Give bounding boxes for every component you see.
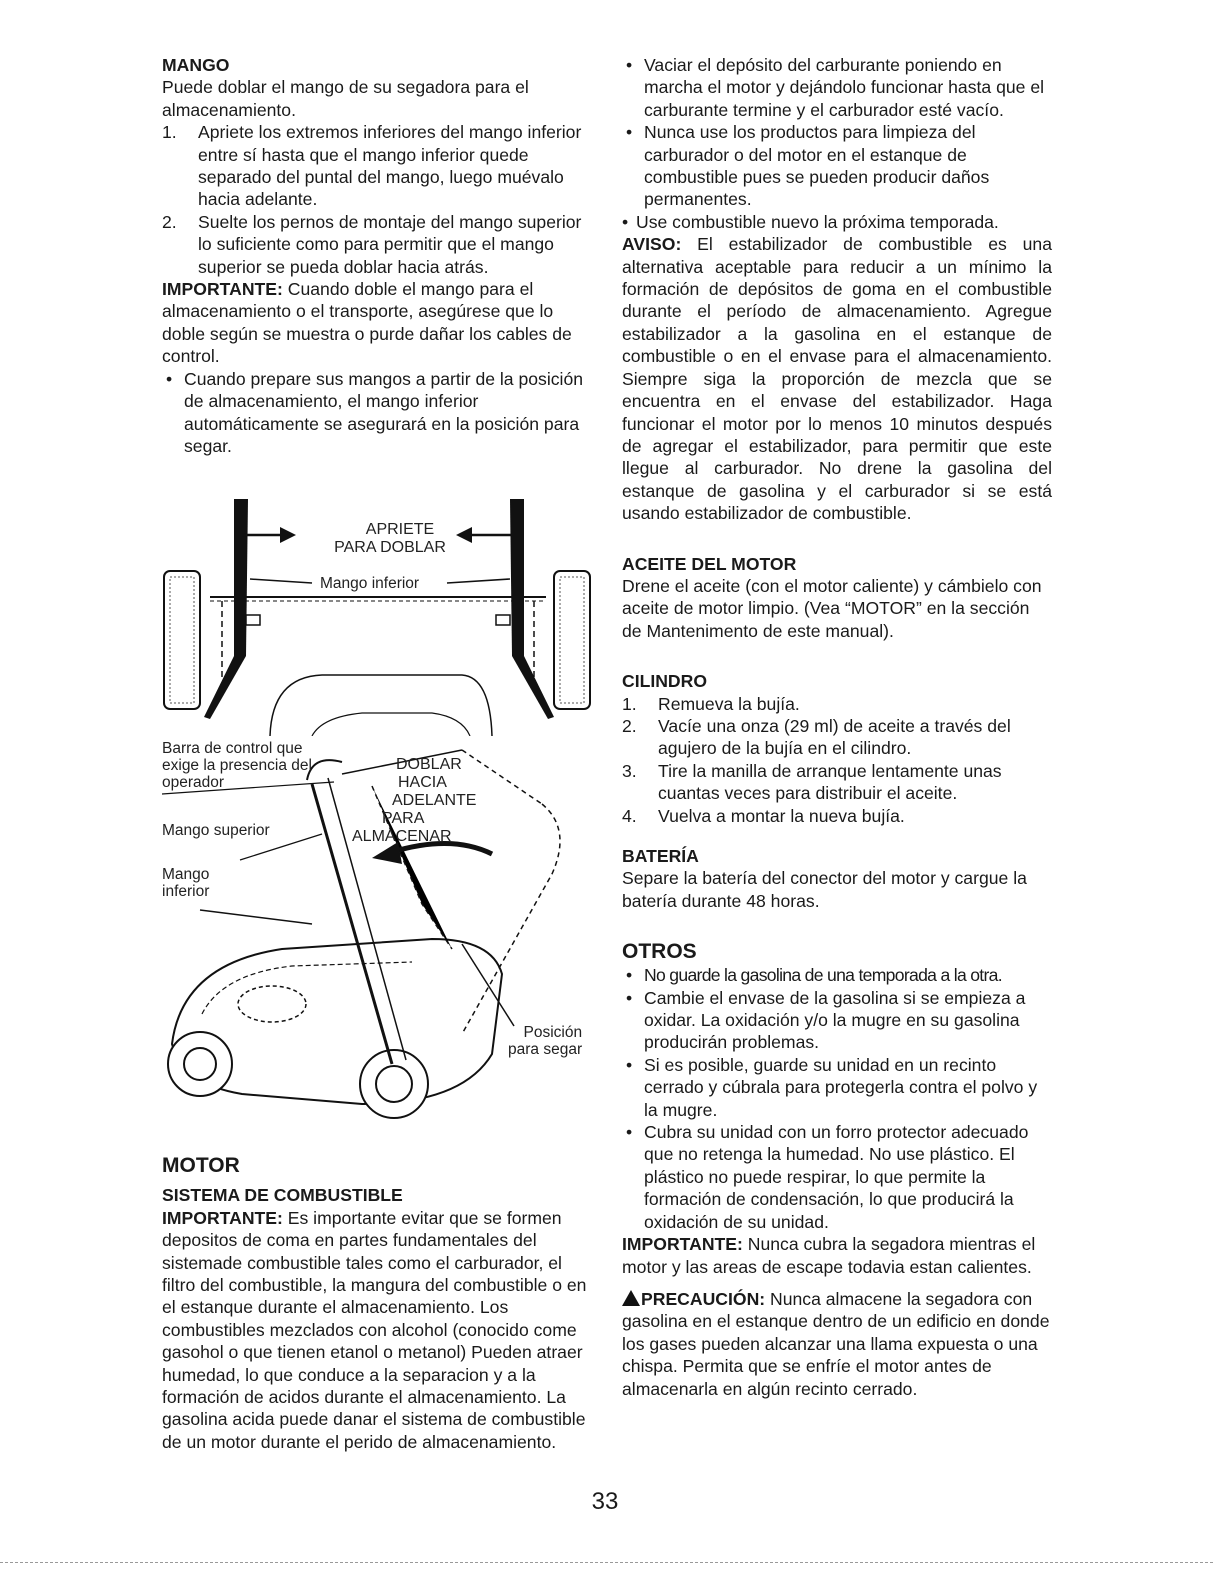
bullet-icon: • bbox=[626, 965, 632, 986]
bullet-text: Use combustible nuevo la próxima temporada. bbox=[636, 211, 999, 232]
right-column bbox=[622, 54, 1052, 1400]
step-number: 4. bbox=[622, 805, 637, 826]
cylinder-steps bbox=[622, 693, 1052, 827]
engine-oil-text: Drene el aceite (con el motor caliente) y cámbielo con aceite de motor limpio. (Vea “MOTOR” en la sección de Mantenimento de este manual). bbox=[622, 575, 1042, 641]
list-item bbox=[162, 368, 592, 458]
list-item bbox=[162, 121, 592, 211]
precaucion-label: PRECAUCIÓN: bbox=[641, 1288, 766, 1309]
control-bar-label bbox=[162, 740, 312, 791]
list-item bbox=[622, 121, 1052, 211]
mowing-position-line2: para segar bbox=[508, 1041, 583, 1059]
apriete-line1: APRIETE bbox=[365, 521, 435, 539]
bullet-text: Cambie el envase de la gasolina si se empieza a oxidar. La oxidación y/o la mugre en su gasolina producirán problemas. bbox=[644, 987, 1026, 1053]
importante-label: IMPORTANTE: bbox=[162, 279, 283, 300]
bullet-icon: • bbox=[626, 1054, 633, 1075]
fold-line1: DOBLAR bbox=[396, 756, 462, 774]
fuel-system-text bbox=[162, 1207, 592, 1453]
handle-squeeze-diagram bbox=[162, 481, 592, 736]
fold-line4: PARA bbox=[382, 810, 425, 828]
importante-text: Cuando doble el mango para el almacenamiento o el transporte, asegúrese que lo doble según se muestra o purde dañar los cables de control. bbox=[162, 279, 572, 367]
aviso-text: El estabilizador de combustible es una alternativa aceptable para reducir a un mínimo la formación de depósitos de goma en el combustible durante el período de almacenamiento. Agregue estabilizador a la gasolina en el estanque de combustible o en el envase para el almacenamiento. Siempre siga la proporción de mezcla que se encuentra en el envase del estabilizador. Haga funcionar el motor por lo menos 10 minutos después de agregar el estabilizador, para permitir que este llegue al carburador. No drene la gasolina del estanque de gasolina y el carburador si se está usando estabilizador de combustible. bbox=[622, 234, 1052, 524]
handle-squeeze-drawing bbox=[162, 481, 592, 736]
bullet-text: No guarde la gasolina de una temporada a la otra. bbox=[644, 965, 1002, 986]
control-bar-line3: operador bbox=[162, 774, 225, 792]
bullet-icon: • bbox=[626, 122, 633, 143]
step-text: Remueva la bujía. bbox=[658, 693, 800, 714]
list-item bbox=[622, 54, 1052, 121]
aviso-label: AVISO: bbox=[622, 234, 682, 255]
fuel-system-body: Es importante evitar que se formen depositos de coma en partes fundamentales del sistemade combustible tales como el carburador, el filtro del combustible, la mangura del combustible o en el estanque durante el almacenamiento. Los combustibles mezclados con alcohol (conocido come gasohol o que tienen etanol o metanol) Pueden atraer humedad, lo que conduce a la separacion y a la formación de acidos durante el almacenamiento. La gasolina acida puede danar el sistema de combustible de un motor durante el perido de almacenamiento. bbox=[162, 1207, 587, 1452]
importante-note bbox=[162, 278, 592, 368]
list-item bbox=[622, 693, 1052, 715]
precaucion-note bbox=[622, 1288, 1052, 1400]
battery-heading: BATERÍA bbox=[622, 846, 699, 866]
control-bar-line2: exige la presencia del bbox=[162, 757, 312, 775]
mango-bullets bbox=[162, 368, 592, 458]
apriete-line2: PARA DOBLAR bbox=[334, 539, 446, 557]
fold-line5: ALMACENAR bbox=[352, 828, 452, 846]
lower-handle-line2: inferior bbox=[162, 883, 210, 901]
bullet-text: Cuando prepare sus mangos a partir de la posición de almacenamiento, el mango inferior automáticamente se asegurará en la posición para segar. bbox=[184, 368, 584, 456]
mango-inferior-label: Mango inferior bbox=[320, 575, 420, 593]
importante-label: IMPORTANTE: bbox=[162, 1207, 283, 1228]
fold-line2: HACIA bbox=[398, 774, 447, 792]
importante-cover-note bbox=[622, 1233, 1052, 1278]
importante-text: Nunca cubra la segadora mientras el motor y las areas de escape todavia estan calientes. bbox=[622, 1234, 1036, 1277]
aviso-note bbox=[622, 233, 1052, 524]
warning-icon bbox=[622, 1290, 640, 1306]
upper-handle-label: Mango superior bbox=[162, 822, 270, 840]
mango-steps bbox=[162, 121, 592, 278]
step-text: Vacíe una onza (29 ml) de aceite a través del agujero de la bujía en el cilindro. bbox=[658, 715, 1011, 759]
step-text: Tire la manilla de arranque lentamente unas cuantas veces para distribuir el aceite. bbox=[658, 760, 1002, 804]
precaucion-text: Nunca almacene la segadora con gasolina en el estanque dentro de un edificio en donde los gases pueden alcanzar una llama expuesta o una chispa. Permita que se enfríe el motor antes de almacenarla en algún recinto cerrado. bbox=[622, 1288, 1050, 1399]
apriete-label bbox=[334, 521, 460, 557]
mowing-position-line1: Posición bbox=[523, 1024, 583, 1042]
others-bullets bbox=[622, 964, 1052, 1233]
list-item bbox=[622, 760, 1052, 805]
fuel-system-heading: SISTEMA DE COMBUSTIBLE bbox=[162, 1185, 403, 1206]
fuel-bullets bbox=[622, 54, 1052, 211]
list-item bbox=[622, 1121, 1052, 1233]
mowing-position-label bbox=[508, 1024, 582, 1058]
page-number: 33 bbox=[591, 1488, 619, 1515]
step-text: Vuelva a montar la nueva bujía. bbox=[658, 805, 905, 826]
bullet-icon: • bbox=[626, 987, 633, 1008]
fold-forward-label bbox=[352, 756, 476, 846]
list-item bbox=[622, 964, 1052, 986]
bullet-text: Si es posible, guarde su unidad en un recinto cerrado y cúbrala para protegerla contra el polvo y la mugre. bbox=[644, 1054, 1038, 1120]
bullet-icon: • bbox=[622, 211, 629, 232]
battery-text: Separe la batería del conector del motor y cargue la batería durante 48 horas. bbox=[622, 868, 1027, 911]
list-item bbox=[622, 211, 1052, 233]
list-item bbox=[162, 211, 592, 278]
step-text: Suelte los pernos de montaje del mango superior lo suficiente como para permitir que el mango superior se pueda doblar hacia atrás. bbox=[198, 211, 582, 277]
bottom-divider bbox=[0, 1562, 1213, 1563]
bullet-text: Nunca use los productos para limpieza del carburador o del motor en el estanque de combustible pues se pueden producir daños permanentes. bbox=[644, 122, 990, 210]
importante-label: IMPORTANTE: bbox=[622, 1234, 743, 1255]
step-number: 3. bbox=[622, 760, 637, 781]
lower-handle-label bbox=[162, 866, 209, 900]
list-item bbox=[622, 1054, 1052, 1121]
bullet-icon: • bbox=[626, 55, 633, 75]
motor-heading: MOTOR bbox=[162, 1154, 240, 1178]
control-bar-line1: Barra de control que bbox=[162, 740, 303, 758]
step-text: Apriete los extremos inferiores del mango inferior entre sí hasta que el mango inferior quede separado del puntal del mango, luego muévalo hacia adelante. bbox=[198, 122, 582, 210]
left-column bbox=[162, 54, 592, 1453]
fuel-bullets-tight bbox=[622, 211, 1052, 233]
bullet-icon: • bbox=[166, 368, 173, 389]
mango-heading: MANGO bbox=[162, 55, 230, 75]
bullet-text: Vaciar el depósito del carburante poniendo en marcha el motor y dejándolo funcionar hasta que el carburante termine y el carburador esté vacío. bbox=[644, 55, 1045, 120]
list-item bbox=[622, 987, 1052, 1054]
others-heading: OTROS bbox=[622, 940, 697, 964]
mango-intro: Puede doblar el mango de su segadora para el almacenamiento. bbox=[162, 77, 529, 120]
fold-line3: ADELANTE bbox=[392, 792, 477, 810]
step-number: 1. bbox=[622, 693, 637, 714]
lower-handle-line1: Mango bbox=[162, 866, 210, 884]
engine-oil-heading: ACEITE DEL MOTOR bbox=[622, 553, 797, 574]
step-number: 1. bbox=[162, 122, 177, 143]
cylinder-heading: CILINDRO bbox=[622, 671, 708, 692]
bullet-icon: • bbox=[626, 1122, 633, 1143]
list-item bbox=[622, 715, 1052, 760]
step-number: 2. bbox=[162, 211, 177, 232]
list-item bbox=[622, 805, 1052, 827]
step-number: 2. bbox=[622, 715, 637, 736]
bullet-text: Cubra su unidad con un forro protector adecuado que no retenga la humedad. No use plástico. El plástico no puede respirar, lo que permite la formación de condensación, lo que producirá la oxidación de su unidad. bbox=[644, 1122, 1029, 1232]
fold-handle-diagram bbox=[162, 734, 592, 1144]
